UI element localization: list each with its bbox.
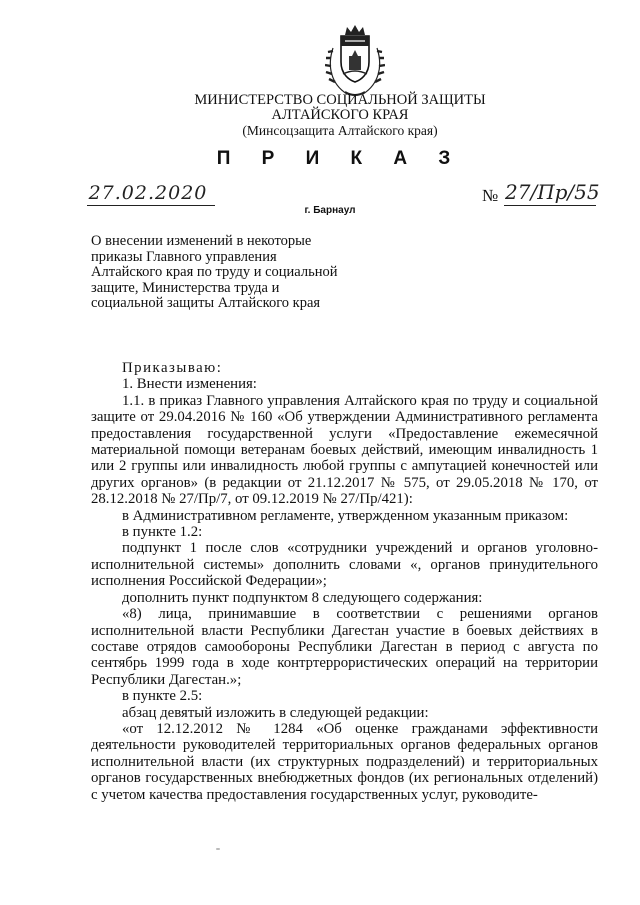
paragraph: в пункте 2.5: — [122, 688, 203, 705]
order-title: П Р И К А З — [216, 148, 464, 169]
paragraph-order-intro: Приказываю: — [122, 360, 223, 376]
paragraph: в Административном регламенте, утвержденном указанным приказом: — [122, 507, 569, 524]
paragraph: в пункте 1.2: — [122, 524, 203, 541]
paragraph: 1.1. в приказ Главного управления Алтайского края по труду и социальной защите от 29.04.2016 № 160 «Об утверждении Административного регламента предоставления государственной услуги «Предоставление ежемесячной материальной помощи ветеранам боевых действий, имеющим инвалидность 1 или 2 группы или инвалидность любой группы с ампутацией конечностей или других органов» (в редакции от 21.12.2017 № 575, от 29.05.2018 № 170, от 28.12.2018 № 27/Пр/7, от 09.12.2019 № 27/Пр/421): — [91, 392, 598, 508]
altai-krai-coat-of-arms-icon — [325, 22, 385, 98]
paragraph: «от 12.12.2012 № 1284 «Об оценке гражданами эффективности деятельности руководителей территориальных органов федеральных органов исполнительной власти (их структурных подразделений) и территориальных органов государственных внебюджетных фондов (их региональных отделений) с учетом качества предоставления государственных услуг, руководите- — [91, 720, 598, 803]
paragraph: 1. Внести изменения: — [122, 376, 257, 393]
city-name: г. Барнаул — [304, 205, 356, 216]
number-sign: № — [482, 186, 499, 205]
paragraph: абзац девятый изложить в следующей редакции: — [122, 704, 429, 721]
paragraph: «8) лица, принимавшие в соответствии с решениями органов исполнительной власти Республики Дагестан участие в боевых действиях в составе отрядов самообороны Республики Дагестан в период с августа по сентябрь 1999 года в ходе контртеррористических операций на территории Республики Дагестан.»; — [91, 606, 598, 688]
ministry-name-line2: АЛТАЙСКОГО КРАЯ — [271, 107, 409, 123]
order-date: 27.02.2020 — [88, 182, 208, 204]
ministry-name-line1: МИНИСТЕРСТВО СОЦИАЛЬНОЙ ЗАЩИТЫ — [194, 92, 486, 108]
order-number: 27/Пр/55 — [505, 180, 600, 204]
order-body — [91, 360, 598, 803]
ministry-short-name: (Минсоцзащита Алтайского края) — [242, 123, 438, 138]
order-subject: О внесении изменений в некоторые приказы Главного управления Алтайского края по труду и социальной защите, Министерства труда и социальной защиты Алтайского края — [91, 233, 338, 311]
paragraph: подпункт 1 после слов «сотрудники учреждений и органов уголовно-исполнительной системы» дополнить словами «, органов принудительного исполнения Российской Федерации»; — [91, 540, 598, 590]
scan-speck — [216, 848, 220, 850]
paragraph: дополнить пункт подпунктом 8 следующего содержания: — [122, 589, 483, 606]
